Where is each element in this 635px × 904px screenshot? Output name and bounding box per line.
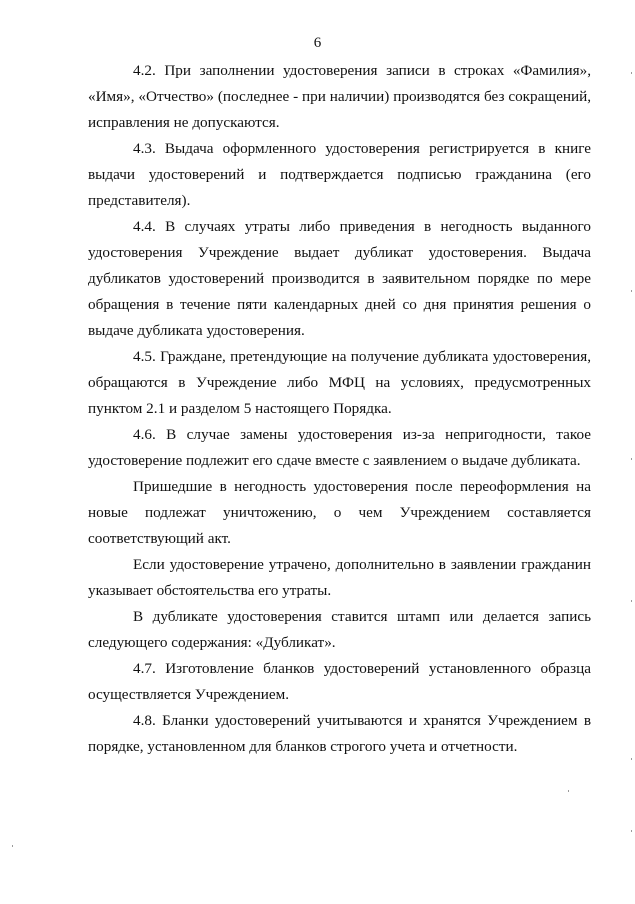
scan-artifact: [631, 600, 632, 602]
scan-artifact: [631, 458, 632, 460]
scan-artifact: [568, 790, 569, 792]
paragraph-4-6: 4.6. В случае замены удостоверения из-за непригодности, такое удостоверение подлежит его сдаче вместе с заявлением о выдаче дубликата.: [88, 426, 591, 469]
scan-artifact: [631, 758, 632, 760]
document-body: [88, 58, 591, 760]
scan-artifact: [631, 290, 632, 292]
scan-artifact: [631, 72, 632, 74]
scan-artifact: [12, 845, 13, 847]
page-number: 6: [313, 35, 322, 51]
paragraph-loss: Если удостоверение утрачено, дополнительно в заявлении гражданин указывает обстоятельства его утраты.: [88, 556, 591, 599]
paragraph-destruction: Пришедшие в негодность удостоверения после переоформления на новые подлежат уничтожению, о чем Учреждением составляется соответствующий акт.: [88, 478, 591, 547]
paragraph-duplicate-stamp: В дубликате удостоверения ставится штамп или делается запись следующего содержания: «Дубликат».: [88, 608, 591, 651]
paragraph-4-8: 4.8. Бланки удостоверений учитываются и хранятся Учреждением в порядке, установленном для бланков строгого учета и отчетности.: [88, 712, 591, 755]
paragraph-4-5: 4.5. Граждане, претендующие на получение дубликата удостоверения, обращаются в Учреждение либо МФЦ на условиях, предусмотренных пунктом 2.1 и разделом 5 настоящего Порядка.: [88, 348, 591, 417]
paragraph-4-4: 4.4. В случаях утраты либо приведения в негодность выданного удостоверения Учреждение выдает дубликат удостоверения. Выдача дубликатов удостоверений производится в заявительном порядке по мере обращения в течение пяти календарных дней со дня принятия решения о выдаче дубликата удостоверения.: [88, 218, 591, 339]
scan-artifact: [631, 830, 632, 832]
paragraph-4-7: 4.7. Изготовление бланков удостоверений установленного образца осуществляется Учреждением.: [88, 660, 591, 703]
paragraph-4-2: 4.2. При заполнении удостоверения записи в строках «Фамилия», «Имя», «Отчество» (последнее - при наличии) производятся без сокращений, исправления не допускаются.: [88, 62, 591, 131]
paragraph-4-3: 4.3. Выдача оформленного удостоверения регистрируется в книге выдачи удостоверений и подтверждается подписью гражданина (его представителя).: [88, 140, 591, 209]
